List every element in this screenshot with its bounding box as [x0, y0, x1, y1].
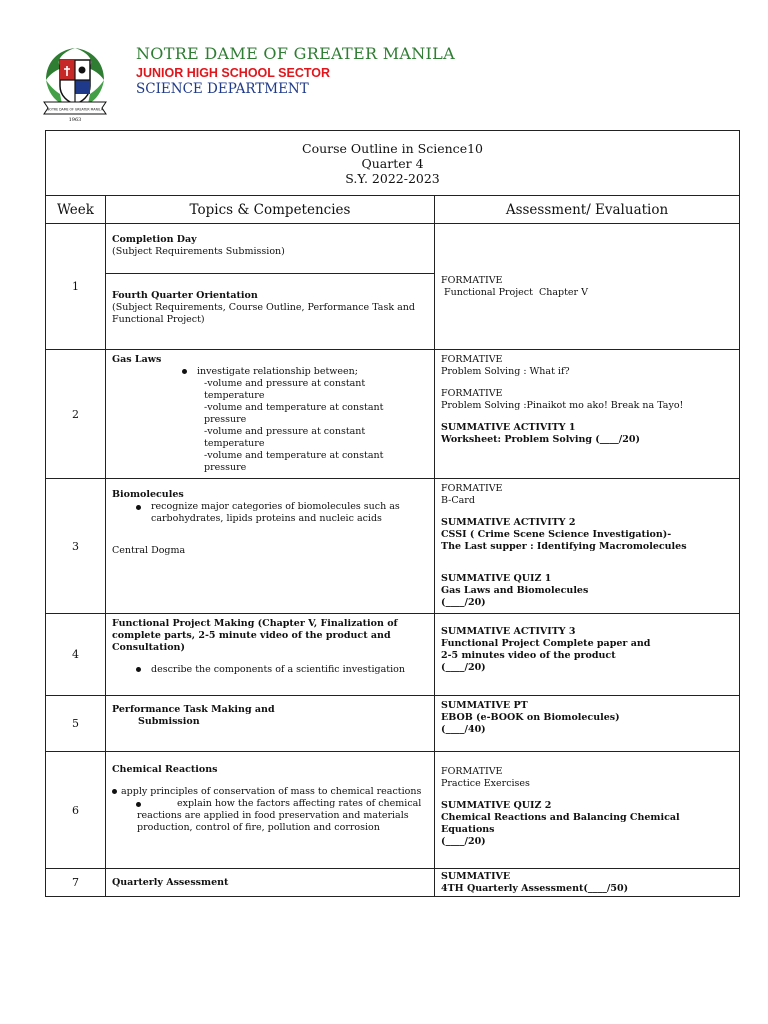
assessment-line: 2-5 minutes video of the product — [441, 650, 616, 661]
sub-item: -volume and temperature at constant pressure — [204, 450, 384, 473]
topic-title: Performance Task Making and — [112, 704, 275, 715]
topics-cell — [106, 350, 435, 479]
assessment-line: (____/20) — [441, 662, 486, 673]
column-header-row — [46, 196, 740, 224]
assessment-line: FORMATIVE — [441, 483, 503, 494]
assessment-line: Gas Laws and Biomolecules — [441, 585, 589, 596]
assessment-column-header: Assessment/ Evaluation — [435, 196, 740, 224]
topics-cell — [106, 752, 435, 869]
topic-extra: Central Dogma — [112, 545, 186, 556]
assessment-line: The Last supper : Identifying Macromolecules — [441, 541, 687, 552]
assessment-line: (____/20) — [441, 597, 486, 608]
week-number: 2 — [46, 350, 106, 479]
assessment-line: SUMMATIVE ACTIVITY 2 — [441, 517, 576, 528]
week-number: 1 — [46, 224, 106, 350]
topic-title: Completion Day — [112, 234, 197, 245]
bullet-text: explain how the factors affecting rates of chemical reactions are applied in food preservation and materials production, control of fire, pollution and corrosion — [137, 798, 422, 833]
table-row — [46, 614, 740, 696]
bullet-item — [112, 366, 428, 378]
topics-cell — [106, 224, 435, 350]
assessment-line: (____/40) — [441, 724, 486, 735]
table-row — [46, 350, 740, 479]
department-name: SCIENCE DEPARTMENT — [136, 81, 309, 97]
title-line-3: S.Y. 2022-2023 — [345, 170, 440, 186]
bullet-icon — [136, 505, 141, 510]
assessment-line: B-Card — [441, 495, 475, 506]
week-number: 4 — [46, 614, 106, 696]
course-outline-table — [45, 130, 740, 897]
bullet-item — [112, 798, 428, 834]
bullet-icon — [182, 369, 187, 374]
assessment-cell — [435, 224, 740, 350]
logo-year: 1963 — [68, 117, 82, 122]
assessment-line: (____/20) — [441, 836, 486, 847]
table-row — [46, 479, 740, 614]
assessment-cell — [435, 350, 740, 479]
week-number: 7 — [46, 869, 106, 897]
sub-item: -volume and pressure at constant temperature — [204, 378, 366, 401]
assessment-line: EBOB (e-BOOK on Biomolecules) — [441, 712, 620, 723]
assessment-line: SUMMATIVE QUIZ 1 — [441, 573, 552, 584]
bullet-item — [112, 501, 428, 525]
table-row — [46, 696, 740, 752]
topics-cell — [106, 479, 435, 614]
topic-note: (Subject Requirements, Course Outline, Performance Task and Functional Project) — [112, 302, 415, 325]
assessment-line: FORMATIVE — [441, 766, 503, 777]
assessment-line: Problem Solving :Pinaikot mo ako! Break na Tayo! — [441, 400, 684, 411]
assessment-line: SUMMATIVE — [441, 870, 511, 882]
school-seal-icon — [40, 44, 110, 122]
table-row — [46, 752, 740, 869]
topic-title: Submission — [138, 716, 200, 727]
sector-name: JUNIOR HIGH SCHOOL SECTOR — [136, 66, 331, 80]
week-number: 3 — [46, 479, 106, 614]
assessment-line: Worksheet: Problem Solving (____/20) — [441, 434, 640, 445]
assessment-line: Functional Project Chapter V — [441, 286, 588, 298]
bullet-icon — [136, 667, 141, 672]
assessment-line: SUMMATIVE QUIZ 2 — [441, 800, 552, 811]
assessment-line: Chemical Reactions and Balancing Chemical Equations — [441, 812, 680, 835]
topic-title: Biomolecules — [112, 489, 184, 500]
bullet-item — [112, 664, 428, 676]
table-row — [46, 224, 740, 350]
topics-cell: Quarterly Assessment — [106, 869, 435, 897]
bullet-text: describe the components of a scientific investigation — [151, 664, 405, 675]
bullet-icon — [112, 789, 117, 794]
topics-column-header: Topics & Competencies — [106, 196, 435, 224]
topic-block — [106, 224, 434, 274]
assessment-line: 4TH Quarterly Assessment(____/50) — [441, 882, 629, 894]
assessment-cell — [435, 479, 740, 614]
table-row — [46, 869, 740, 897]
topic-title: Functional Project Making (Chapter V, Finalization of complete parts, 2-5 minute video of the product and Consultation) — [112, 618, 398, 653]
bullet-text: apply principles of conservation of mass to chemical reactions — [121, 786, 422, 797]
title-line-2: Quarter 4 — [361, 155, 424, 171]
assessment-cell — [435, 752, 740, 869]
topic-note: (Subject Requirements Submission) — [112, 246, 285, 257]
week-column-header: Week — [46, 196, 106, 224]
assessment-line: SUMMATIVE PT — [441, 700, 528, 711]
topic-title: Fourth Quarter Orientation — [112, 290, 258, 301]
assessment-line: CSSI ( Crime Scene Science Investigation)- — [441, 529, 672, 540]
logo-banner-text: NOTRE DAME OF GREATER MANILA — [47, 107, 103, 112]
week-number: 6 — [46, 752, 106, 869]
sub-item: -volume and pressure at constant temperature — [204, 426, 366, 449]
topic-title: Chemical Reactions — [112, 764, 218, 775]
table-title — [46, 131, 740, 196]
assessment-line: SUMMATIVE ACTIVITY 1 — [441, 422, 576, 433]
topic-block — [106, 274, 434, 348]
title-line-1: Course Outline in Science10 — [302, 140, 483, 156]
assessment-cell — [435, 869, 740, 897]
assessment-cell — [435, 614, 740, 696]
assessment-cell — [435, 696, 740, 752]
assessment-line: Problem Solving : What if? — [441, 366, 570, 377]
topics-cell — [106, 696, 435, 752]
topics-cell — [106, 614, 435, 696]
topic-title: Gas Laws — [112, 354, 162, 365]
assessment-line: FORMATIVE — [441, 388, 503, 399]
bullet-item — [112, 786, 428, 798]
assessment-line: FORMATIVE — [441, 354, 503, 365]
assessment-line: SUMMATIVE ACTIVITY 3 — [441, 626, 576, 637]
sub-item: -volume and temperature at constant pressure — [204, 402, 384, 425]
week-number: 5 — [46, 696, 106, 752]
assessment-line: FORMATIVE — [441, 274, 503, 286]
bullet-text: recognize major categories of biomolecules such as carbohydrates, lipids proteins and nucleic acids — [151, 501, 400, 524]
document-header — [40, 40, 740, 122]
assessment-line: Functional Project Complete paper and — [441, 638, 651, 649]
sub-items — [112, 378, 428, 474]
assessment-line: Practice Exercises — [441, 778, 530, 789]
school-name: NOTRE DAME OF GREATER MANILA — [136, 44, 455, 63]
bullet-text: investigate relationship between; — [197, 366, 358, 377]
